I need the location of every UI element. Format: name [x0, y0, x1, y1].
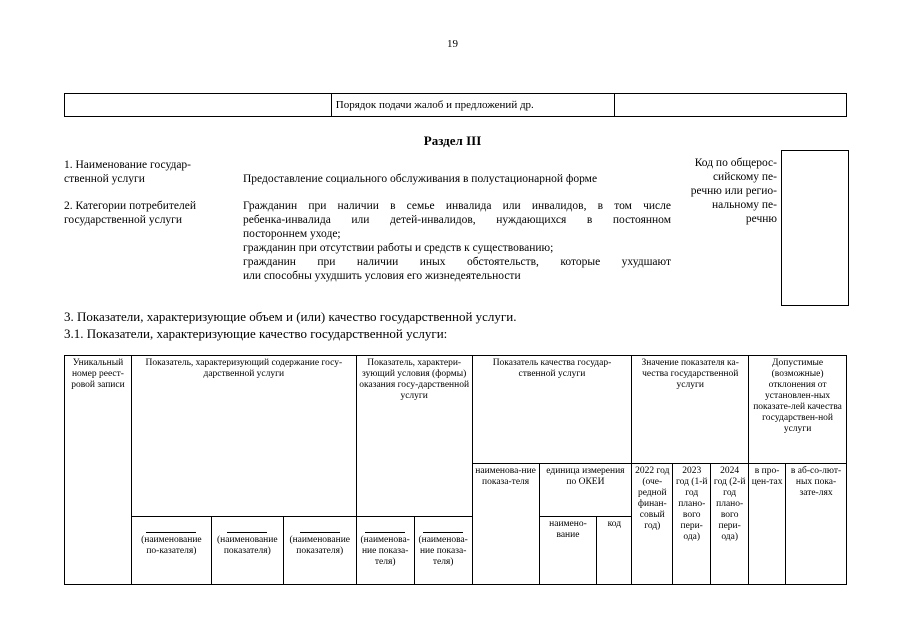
complaints-row-table	[64, 93, 847, 117]
header-deviation: Допустимые (возможные) отклонения от установлен-ных показате-лей качества государствен-ной услуги	[749, 356, 847, 464]
service-name-label	[64, 158, 234, 186]
header-unit-code: код	[597, 517, 632, 585]
page-number: 19	[447, 38, 458, 50]
section-title: Раздел III	[423, 133, 482, 148]
header-value: Значение показателя ка-чества государственной услуги	[632, 356, 749, 464]
header-content: Показатель, характеризующий содержание госу-дарственной услуги	[131, 356, 356, 517]
empty-cell-left	[65, 94, 332, 117]
consumers-line: Гражданин при наличии в семье инвалида или инвалидов, в том числе	[243, 200, 671, 212]
consumers-line: гражданин при наличии иных обстоятельств, которые ухудшают	[243, 256, 671, 268]
service-name-label-line2: ственной услуги	[64, 173, 145, 185]
header-unit: единица измерения по ОКЕИ	[539, 464, 632, 517]
condition-indicator-1: (наименова-ние показа-теля)	[356, 517, 414, 585]
empty-cell-right	[614, 94, 846, 117]
complaints-text-cell: Порядок подачи жалоб и предложений др.	[331, 94, 614, 117]
code-label-line: нальному пе-	[711, 199, 777, 211]
service-name-label-line1: 1. Наименование государ-	[64, 159, 191, 171]
consumers-value	[243, 199, 671, 283]
consumers-line: постороннем уходе;	[243, 228, 341, 240]
quality-indicators-table	[64, 355, 847, 585]
header-conditions: Показатель, характери-зующий условия (формы) оказания госу-дарственной услуги	[356, 356, 472, 517]
header-deviation-percent: в про-цен-тах	[749, 464, 786, 585]
header-unit-name: наимено-вание	[539, 517, 597, 585]
header-quality-name: наименова-ние показа-теля	[472, 464, 539, 585]
code-label-line: Код по общерос-	[694, 157, 777, 169]
consumers-label-line1: 2. Категории потребителей	[64, 200, 196, 212]
content-indicator-1: (наименование по-казателя)	[131, 517, 211, 585]
code-label-line: речню	[745, 213, 777, 225]
header-unique-number: Уникальный номер реест-ровой записи	[65, 356, 132, 585]
header-quality: Показатель качества государ-ственной услуги	[472, 356, 632, 464]
code-box	[781, 150, 849, 306]
condition-indicator-2: (наименова-ние показа-теля)	[414, 517, 472, 585]
header-year-2022: 2022 год (оче-редной финан-совый год)	[632, 464, 673, 585]
indicators-heading: 3. Показатели, характеризующие объем и (или) качество государственной услуги.	[64, 309, 517, 324]
consumers-label	[64, 199, 234, 227]
consumers-line: ребенка-инвалида или детей-инвалидов, нуждающихся в постоянном	[243, 214, 671, 226]
content-indicator-3: (наименование показателя)	[283, 517, 356, 585]
code-label-line: речню или регио-	[690, 185, 777, 197]
consumers-line: или способны ухудшить условия его жизнедеятельности	[243, 270, 521, 282]
header-year-2023: 2023 год (1-й год плано-вого пери-ода)	[673, 464, 711, 585]
content-indicator-2: (наименование показателя)	[211, 517, 283, 585]
quality-indicators-heading: 3.1. Показатели, характеризующие качество государственной услуги:	[64, 326, 448, 341]
consumers-label-line2: государственной услуги	[64, 214, 183, 226]
service-name-value: Предоставление социального обслуживания в полустационарной форме	[243, 173, 598, 185]
header-year-2024: 2024 год (2-й год плано-вого пери-ода)	[711, 464, 749, 585]
consumers-line: гражданин при отсутствии работы и средств к существованию;	[243, 242, 554, 254]
code-label	[676, 156, 777, 226]
header-deviation-absolute: в аб-со-лют-ных пока-зате-лях	[786, 464, 847, 585]
code-label-line: сийскому пе-	[712, 171, 777, 183]
